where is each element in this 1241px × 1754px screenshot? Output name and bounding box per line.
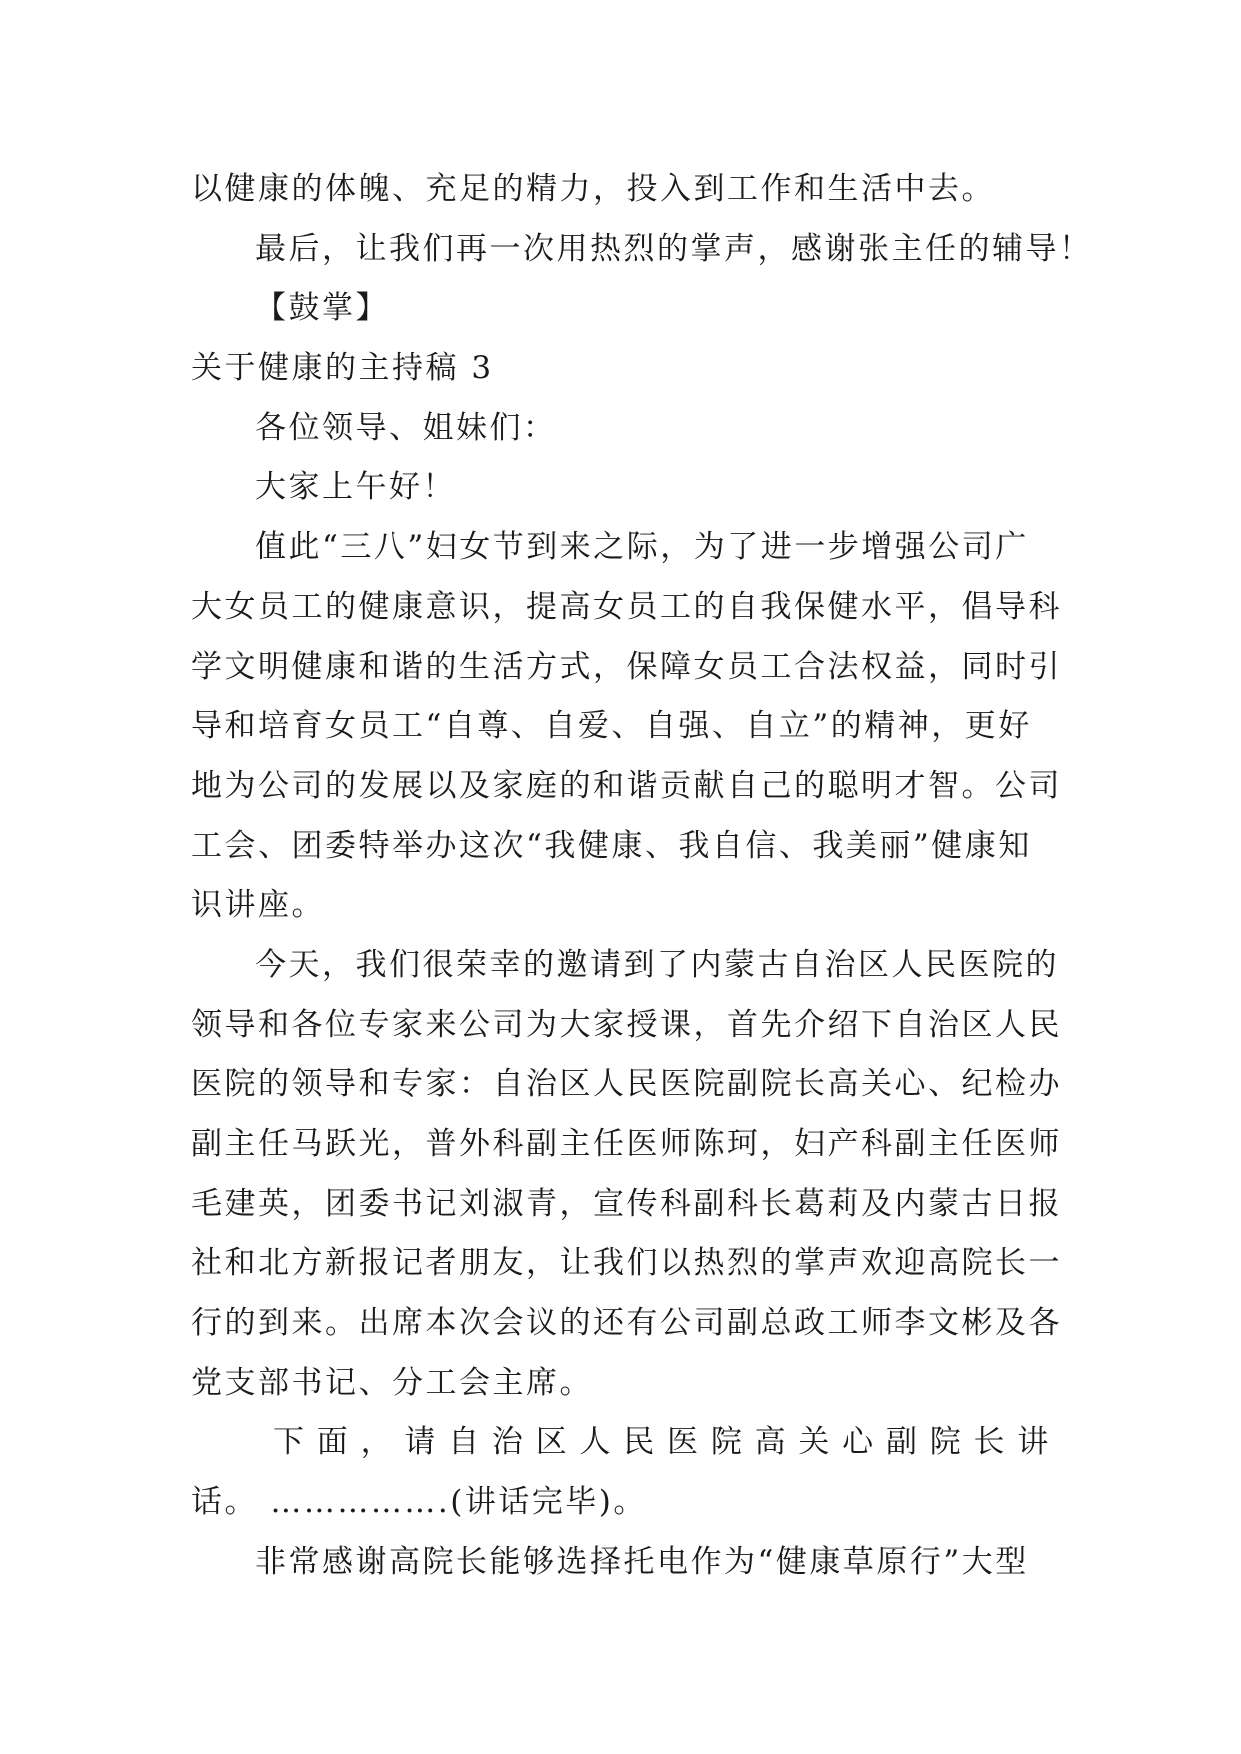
spaced-char: 院 <box>929 1424 964 1461</box>
text-line: 党支部书记、分工会主席。 <box>191 1364 593 1401</box>
text-line: 副主任马跃光，普外科副主任医师陈珂，妇产科副主任医师 <box>191 1126 1062 1162</box>
text-line: 话。 …………….(讲话完毕)。 <box>191 1484 647 1521</box>
text-line: 各位领导、姐妹们： <box>255 409 557 446</box>
spaced-char: 长 <box>973 1424 1007 1461</box>
text-line: 值此“三八”妇女节到来之际，为了进一步增强公司广 <box>255 529 1029 566</box>
text-line: 今天，我们很荣幸的邀请到了内蒙古自治区人民医院的 <box>255 946 1059 983</box>
spaced-char: 面 <box>316 1424 351 1461</box>
spaced-char: 请 <box>404 1424 438 1461</box>
spaced-text-line <box>191 1413 1051 1473</box>
spaced-char: 下 <box>273 1424 307 1461</box>
text-line: 【鼓掌】 <box>255 290 389 327</box>
text-line: 地为公司的发展以及家庭的和谐贡献自己的聪明才智。公司 <box>191 767 1062 804</box>
spaced-char: 副 <box>885 1424 920 1461</box>
spaced-char: 民 <box>623 1424 657 1461</box>
text-line: 以健康的体魄、充足的精力，投入到工作和生活中去。 <box>191 171 995 207</box>
spaced-char: 自 <box>448 1424 482 1461</box>
text-line: 社和北方新报记者朋友，让我们以热烈的掌声欢迎高院长一 <box>191 1245 1062 1282</box>
spaced-char: 心 <box>842 1424 876 1461</box>
text-line: 医院的领导和专家：自治区人民医院副院长高关心、纪检办 <box>191 1066 1062 1103</box>
spaced-char: 高 <box>754 1424 789 1461</box>
document-body <box>191 160 1093 1593</box>
spaced-char: 区 <box>535 1424 570 1461</box>
text-line: 学文明健康和谐的生活方式，保障女员工合法权益，同时引 <box>191 648 1062 685</box>
text-line: 最后，让我们再一次用热烈的掌声，感谢张主任的辅导！ <box>255 230 1093 267</box>
spaced-char: 治 <box>491 1424 526 1461</box>
spaced-char: 医 <box>667 1424 701 1461</box>
text-line: 识讲座。 <box>191 887 325 924</box>
spaced-char: 讲 <box>1017 1424 1051 1461</box>
spaced-char: 院 <box>710 1424 745 1461</box>
text-line: 工会、团委特举办这次“我健康、我自信、我美丽”健康知 <box>191 827 1032 864</box>
spaced-char: ， <box>360 1424 395 1461</box>
text-line: 非常感谢高院长能够选择托电作为“健康草原行”大型 <box>255 1543 1029 1580</box>
spaced-char: 人 <box>579 1424 613 1461</box>
text-line: 领导和各位专家来公司为大家授课，首先介绍下自治区人民 <box>191 1006 1062 1043</box>
section-heading: 关于健康的主持稿 3 <box>191 350 494 387</box>
text-line: 毛建英，团委书记刘淑青，宣传科副科长葛莉及内蒙古日报 <box>191 1185 1062 1222</box>
spaced-char: 关 <box>798 1424 832 1461</box>
text-line: 大家上午好！ <box>255 469 456 506</box>
text-line: 大女员工的健康意识，提高女员工的自我保健水平，倡导科 <box>191 588 1062 625</box>
text-line: 导和培育女员工“自尊、自爱、自强、自立”的精神，更好 <box>191 708 1032 745</box>
text-line: 行的到来。出席本次会议的还有公司副总政工师李文彬及各 <box>191 1305 1062 1342</box>
